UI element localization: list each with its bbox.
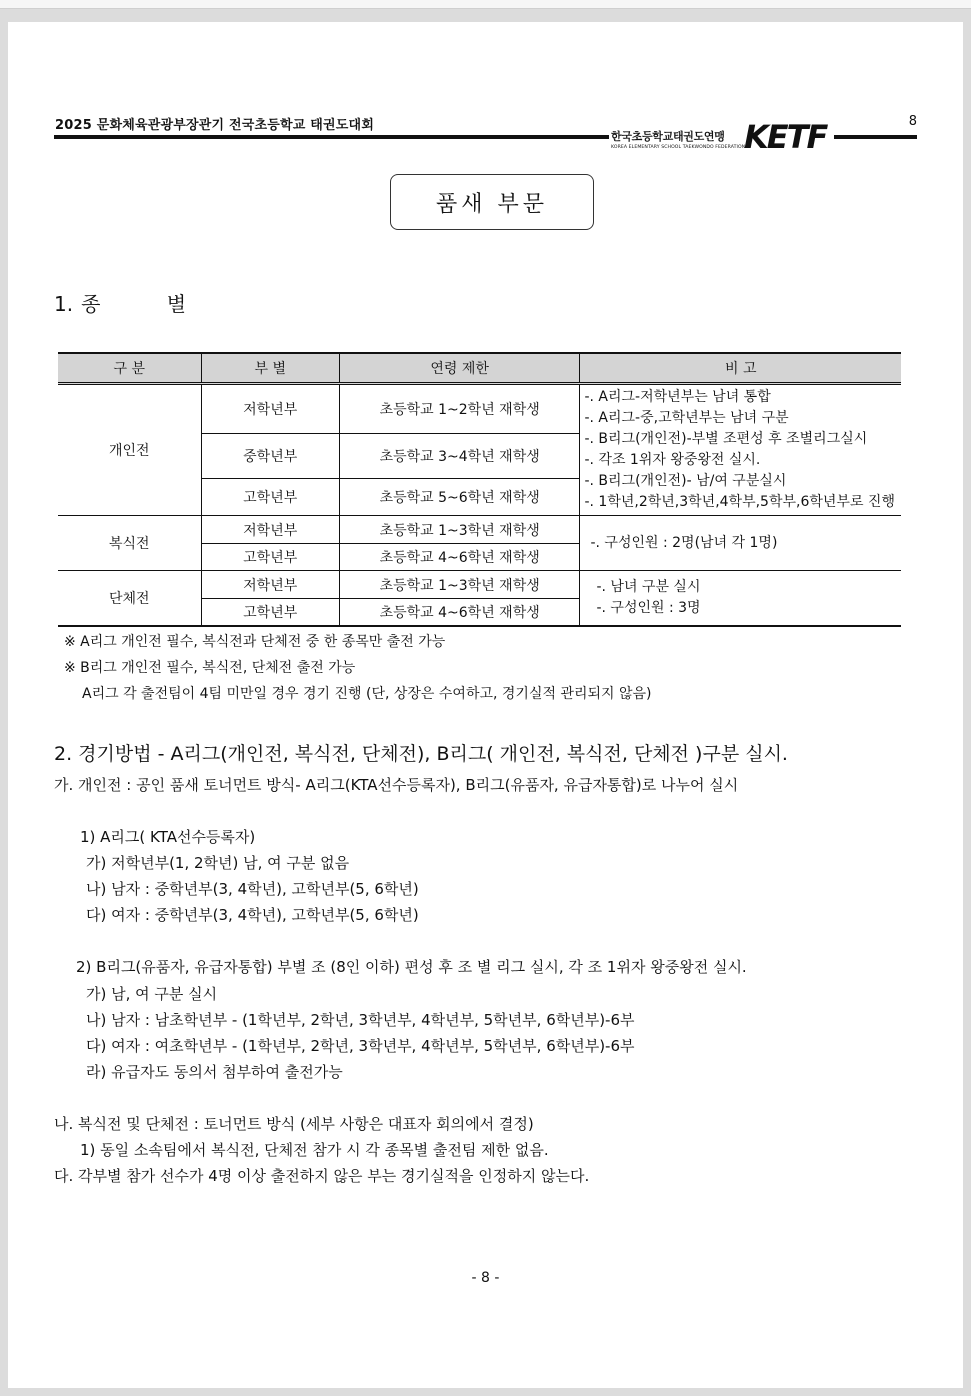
section-title-box: 품새 부문	[390, 174, 594, 230]
a-league-line: 가) 저학년부(1, 2학년) 남, 여 구분 없음	[86, 854, 350, 872]
table-notes	[64, 629, 652, 707]
paragraph-na-1: 1) 동일 소속팀에서 복식전, 단체전 참가 시 각 종목별 출전팀 제한 없음.	[80, 1141, 549, 1159]
remark-line: -. 구성인원 : 2명(남녀 각 1명)	[590, 534, 778, 551]
heading-1	[54, 288, 216, 317]
table-row	[58, 384, 901, 434]
header-title: 2025 문화체육관광부장관기 전국초등학교 태권도대회	[55, 118, 375, 133]
remark-line: -. 각조 1위자 왕중왕전 실시.	[584, 452, 761, 468]
document-page	[8, 22, 963, 1388]
note-line: A리그 각 출전팀이 4팀 미만일 경우 경기 진행 (단, 상장은 수여하고, 경기실적 관리되지 않음)	[82, 686, 652, 702]
footer-page-number: - 8 -	[471, 1270, 500, 1286]
remark-line: -. B리그(개인전)-부별 조편성 후 조별리그실시	[584, 431, 868, 447]
remark-line: -. 남녀 구분 실시	[596, 578, 701, 595]
age-cell: 초등학교 5~6학년 재학생	[339, 479, 580, 516]
remark-line: -. A리그-중,고학년부는 남녀 구분	[584, 410, 789, 426]
age-cell: 초등학교 4~6학년 재학생	[339, 544, 580, 571]
header-page-number: 8	[908, 114, 917, 129]
heading-1-number: 1.	[54, 292, 74, 316]
header-rule-left	[54, 135, 609, 139]
note-line: ※ B리그 개인전 필수, 복식전, 단체전 출전 가능	[64, 660, 356, 676]
paragraph-da: 다. 각부별 참가 선수가 4명 이상 출전하지 않은 부는 경기실적을 인정하지 않는다.	[54, 1167, 590, 1185]
remark-line: -. 구성인원 : 3명	[596, 599, 701, 616]
col-header-age: 연령 제한	[339, 353, 580, 384]
age-cell: 초등학교 1~2학년 재학생	[339, 384, 580, 434]
a-league-line: 나) 남자 : 중학년부(3, 4학년), 고학년부(5, 6학년)	[86, 880, 419, 898]
category-cell: 개인전	[58, 384, 201, 516]
division-table	[58, 352, 901, 627]
b-league-line: 라) 유급자도 동의서 첨부하여 출전가능	[86, 1063, 343, 1081]
col-header-category: 구 분	[58, 353, 201, 384]
remarks-cell	[580, 571, 901, 626]
remark-line: -. B리그(개인전)- 남/여 구분실시	[584, 473, 787, 489]
age-cell: 초등학교 3~4학년 재학생	[339, 433, 580, 478]
a-league-line: 1) A리그( KTA선수등록자)	[80, 828, 256, 846]
age-cell: 초등학교 1~3학년 재학생	[339, 516, 580, 544]
b-league-line: 가) 남, 여 구분 실시	[86, 985, 218, 1003]
category-cell: 복식전	[58, 516, 201, 571]
division-cell: 고학년부	[201, 479, 339, 516]
division-cell: 저학년부	[201, 384, 339, 434]
b-league-line: 2) B리그(유품자, 유급자통합) 부별 조 (8인 이하) 편성 후 조 별 리그 실시, 각 조 1위자 왕중왕전 실시.	[76, 958, 747, 976]
logo-korean-name: 한국초등학교태권도연맹	[611, 130, 725, 143]
table-row	[58, 571, 901, 599]
col-header-remarks: 비 고	[580, 353, 901, 384]
heading-1-text: 종 별	[81, 292, 217, 316]
table-row	[58, 516, 901, 544]
viewer-top-strip	[0, 0, 971, 9]
heading-2: 2. 경기방법 - A리그(개인전, 복식전, 단체전), B리그( 개인전, 복식전, 단체전 )구분 실시.	[54, 743, 788, 765]
category-cell: 단체전	[58, 571, 201, 626]
header-rule-right	[834, 135, 917, 139]
remarks-cell	[580, 516, 901, 571]
col-header-division: 부 별	[201, 353, 339, 384]
division-cell: 중학년부	[201, 433, 339, 478]
age-cell: 초등학교 4~6학년 재학생	[339, 599, 580, 626]
b-league-line: 다) 여자 : 여초학년부 - (1학년부, 2학년, 3학년부, 4학년부, 5학년부, 6학년부)-6부	[86, 1037, 635, 1055]
remarks-cell	[580, 384, 901, 516]
note-line: ※ A리그 개인전 필수, 복식전과 단체전 중 한 종목만 출전 가능	[64, 634, 446, 650]
federation-logo-text	[611, 128, 746, 150]
remark-line: -. 1학년,2학년,3학년,4학부,5학부,6학년부로 진행	[584, 494, 895, 510]
division-cell: 저학년부	[201, 516, 339, 544]
division-cell: 고학년부	[201, 599, 339, 626]
logo-english-name: KOREA ELEMENTARY SCHOOL TAEKWONDO FEDERATION	[611, 145, 746, 150]
ketf-logo-mark: KETF	[744, 118, 827, 156]
division-cell: 저학년부	[201, 571, 339, 599]
division-cell: 고학년부	[201, 544, 339, 571]
remark-line: -. A리그-저학년부는 남녀 통합	[584, 389, 771, 405]
age-cell: 초등학교 1~3학년 재학생	[339, 571, 580, 599]
paragraph-ga: 가. 개인전 : 공인 품새 토너먼트 방식- A리그(KTA선수등록자), B리그(유품자, 유급자통합)로 나누어 실시	[54, 776, 739, 794]
a-league-line: 다) 여자 : 중학년부(3, 4학년), 고학년부(5, 6학년)	[86, 906, 419, 924]
table-header-row	[58, 353, 901, 384]
b-league-line: 나) 남자 : 남초학년부 - (1학년부, 2학년, 3학년부, 4학년부, 5학년부, 6학년부)-6부	[86, 1011, 635, 1029]
paragraph-na: 나. 복식전 및 단체전 : 토너먼트 방식 (세부 사항은 대표자 회의에서 결정)	[54, 1115, 534, 1133]
